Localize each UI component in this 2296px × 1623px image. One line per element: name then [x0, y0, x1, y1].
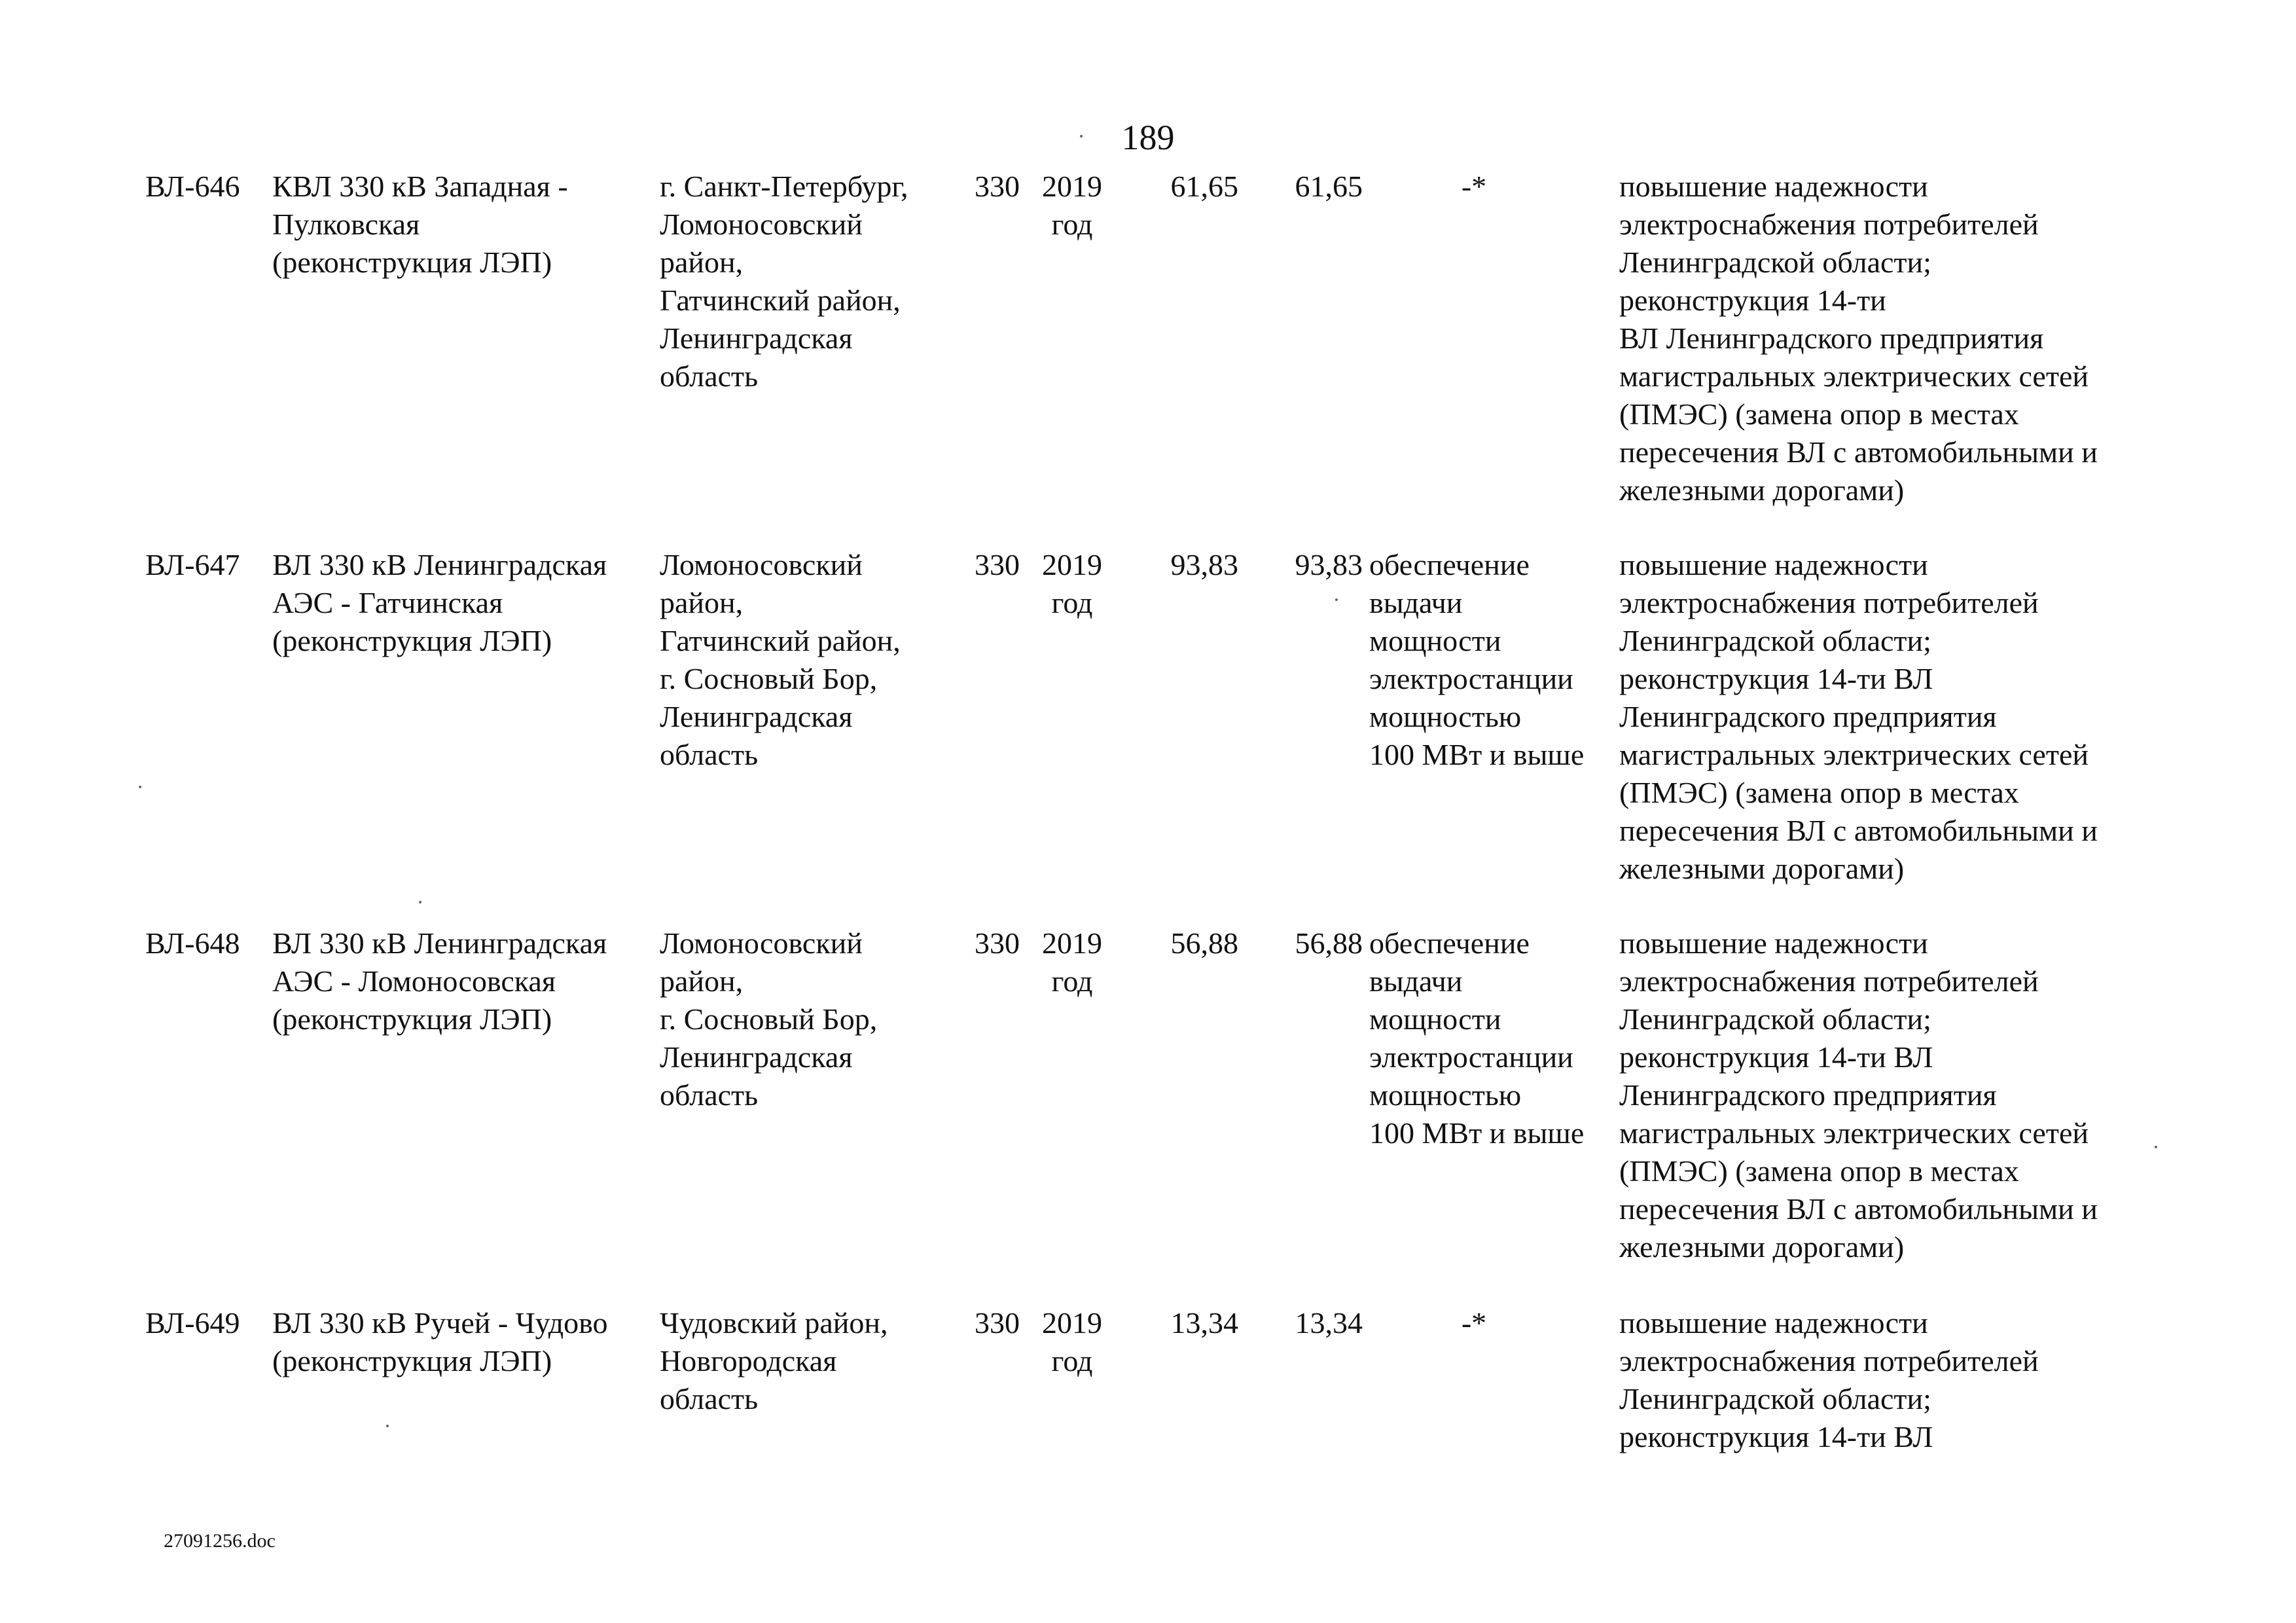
scan-speck — [419, 901, 422, 903]
scan-speck — [1080, 135, 1083, 137]
line-length-total: 61,65 — [1170, 170, 1238, 203]
line-name: ВЛ 330 кВ Ленинградская АЭС - Гатчинская (реконструкция ЛЭП) — [272, 548, 607, 657]
line-location: Ломоносовский район, Гатчинский район, г. Сосновый Бор, Ленинградская область — [660, 548, 901, 771]
line-goal: обеспечение выдачи мощности электростанции мощностью 100 МВт и выше — [1369, 926, 1585, 1150]
line-name: КВЛ 330 кВ Западная - Пулковская (реконструкция ЛЭП) — [272, 170, 568, 279]
line-code: ВЛ-649 — [145, 1306, 240, 1340]
page-number: 189 — [1121, 118, 1175, 157]
line-length-reconstructed: 93,83 — [1295, 548, 1363, 581]
line-goal: -* — [1461, 170, 1487, 203]
line-code: ВЛ-646 — [145, 170, 240, 203]
line-reason: повышение надежности электроснабжения потребителей Ленинградской области; реконструкция 14-ти ВЛ Ленинградского предприятия магистральных электрических сетей (ПМЭС) (замена опор в местах пересечения ВЛ с автомобильными и железными дорогами) — [1619, 548, 2098, 885]
line-goal: -* — [1461, 1306, 1487, 1340]
line-length-total: 13,34 — [1170, 1306, 1238, 1340]
line-voltage: 330 — [975, 926, 1020, 960]
line-goal: обеспечение выдачи мощности электростанции мощностью 100 МВт и выше — [1369, 548, 1585, 771]
line-location: г. Санкт-Петербург, Ломоносовский район, Гатчинский район, Ленинградская область — [660, 170, 908, 393]
line-code: ВЛ-648 — [145, 926, 240, 960]
line-year: 2019 год — [1042, 926, 1102, 998]
scan-speck — [386, 1425, 389, 1427]
line-name: ВЛ 330 кВ Ленинградская АЭС - Ломоносовская (реконструкция ЛЭП) — [272, 926, 607, 1036]
line-year: 2019 год — [1042, 170, 1102, 241]
line-reason: повышение надежности электроснабжения потребителей Ленинградской области; реконструкция 14-ти ВЛ Ленинградского предприятия магистральных электрических сетей (ПМЭС) (замена опор в местах пересечения ВЛ с автомобильными и железными дорогами) — [1619, 926, 2098, 1264]
line-year: 2019 год — [1042, 548, 1102, 619]
line-length-total: 56,88 — [1170, 926, 1238, 960]
line-code: ВЛ-647 — [145, 548, 240, 581]
scan-speck — [2155, 1146, 2157, 1148]
line-length-reconstructed: 61,65 — [1295, 170, 1363, 203]
line-voltage: 330 — [975, 548, 1020, 581]
footer-file-name: 27091256.doc — [164, 1530, 276, 1552]
line-length-reconstructed: 56,88 — [1295, 926, 1363, 960]
scan-speck — [1335, 598, 1338, 601]
line-reason: повышение надежности электроснабжения потребителей Ленинградской области; реконструкция 14-ти ВЛ — [1619, 1306, 2039, 1453]
scan-speck — [139, 786, 141, 788]
line-length-reconstructed: 13,34 — [1295, 1306, 1363, 1340]
line-location: Ломоносовский район, г. Сосновый Бор, Ленинградская область — [660, 926, 878, 1112]
line-reason: повышение надежности электроснабжения потребителей Ленинградской области; реконструкция 14-ти ВЛ Ленинградского предприятия магистральных электрических сетей (ПМЭС) (замена опор в местах пересечения ВЛ с автомобильными и железными дорогами) — [1619, 170, 2098, 507]
line-voltage: 330 — [975, 1306, 1020, 1340]
line-name: ВЛ 330 кВ Ручей - Чудово (реконструкция ЛЭП) — [272, 1306, 608, 1377]
line-voltage: 330 — [975, 170, 1020, 203]
line-length-total: 93,83 — [1170, 548, 1238, 581]
line-location: Чудовский район, Новгородская область — [660, 1306, 888, 1415]
line-year: 2019 год — [1042, 1306, 1102, 1377]
